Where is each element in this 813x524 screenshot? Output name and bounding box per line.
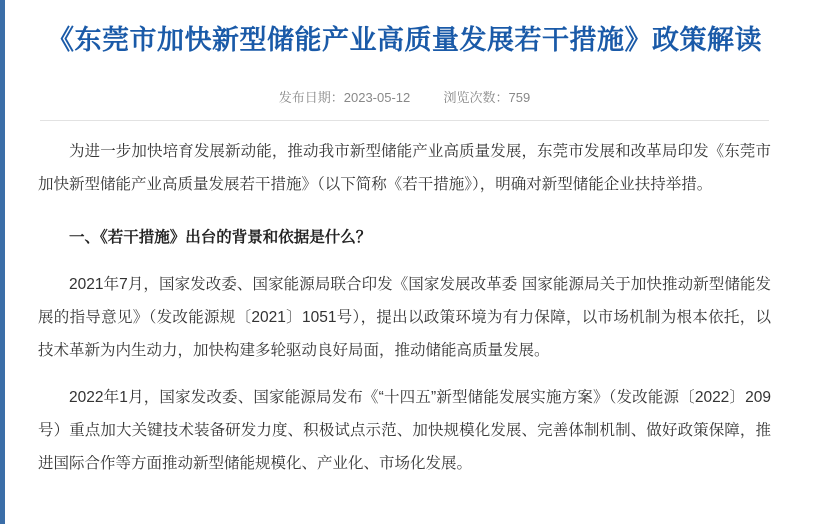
document-body xyxy=(34,135,775,480)
view-count: 浏览次数：759 xyxy=(443,90,531,105)
header-divider xyxy=(40,120,769,121)
left-accent-bar xyxy=(0,0,5,524)
body-paragraph: 为进一步加快培育发展新动能，推动我市新型储能产业高质量发展，东莞市发展和改革局印发《东莞市加快新型储能产业高质量发展若干措施》（以下简称《若干措施》），明确对新型储能企业扶持举措。 xyxy=(38,143,771,193)
body-paragraph: 2021年7月，国家发改委、国家能源局联合印发《国家发展改革委 国家能源局关于加快推动新型储能发展的指导意见》（发改能源规〔2021〕1051号），提出以政策环境为有力保障，以市场机制为根本依托，以技术革新为内生动力，加快构建多轮驱动良好局面，推动储能高质量发展。 xyxy=(38,276,771,359)
publish-date: 发布日期：2023-05-12 xyxy=(278,90,411,105)
page-title: 《东莞市加快新型储能产业高质量发展若干措施》政策解读 xyxy=(47,25,762,55)
section-heading: 一、《若干措施》出台的背景和依据是什么？ xyxy=(69,229,372,246)
body-paragraph: 2022年1月，国家发改委、国家能源局发布《“十四五”新型储能发展实施方案》（发改能源〔2022〕209号）重点加大关键技术装备研发力度、积极试点示范、加快规模化发展、完善体制机制、做好政策保障，推进国际合作等方面推动新型储能规模化、产业化、市场化发展。 xyxy=(38,389,771,472)
document-meta xyxy=(34,87,775,106)
